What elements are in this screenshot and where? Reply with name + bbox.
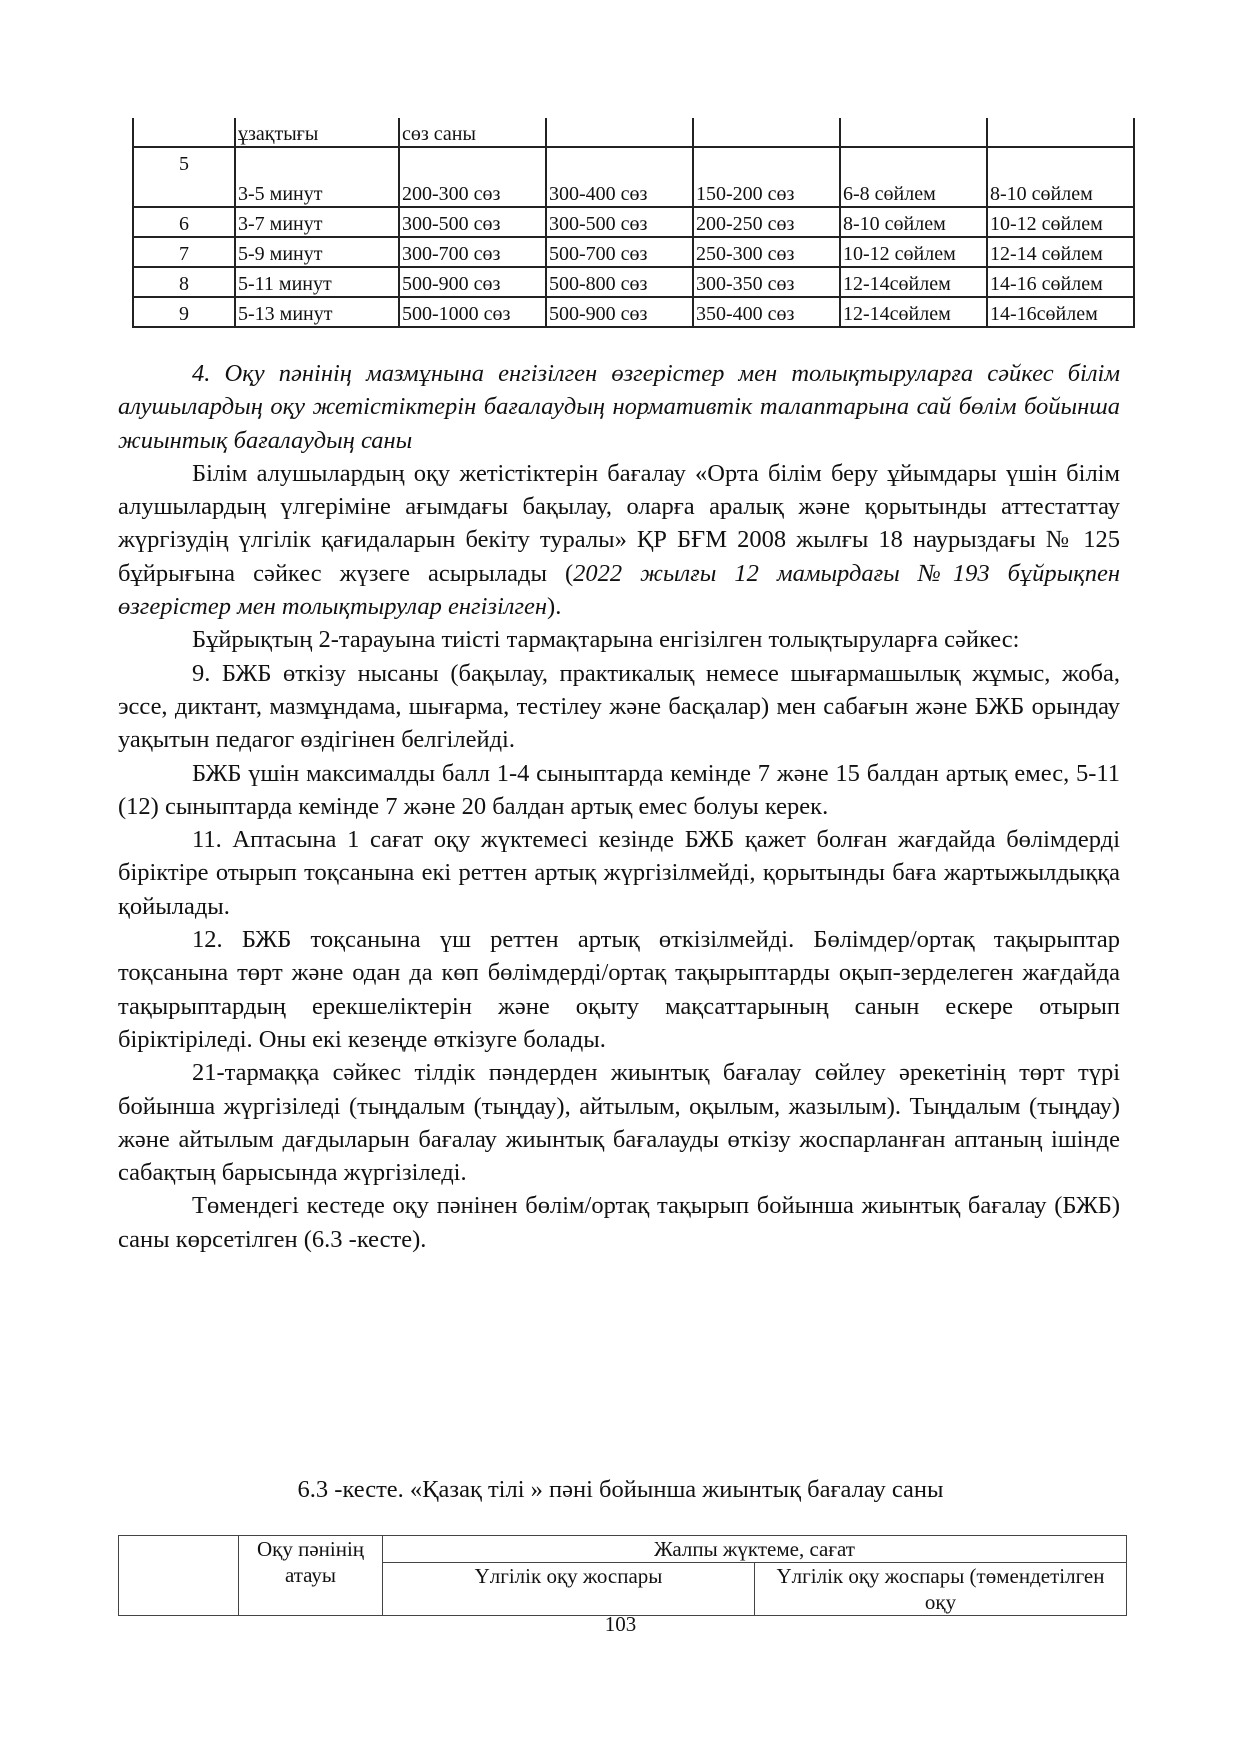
table-cell	[693, 118, 840, 147]
table-header-row	[119, 1536, 1127, 1563]
paragraph-text: ).	[547, 593, 562, 621]
table-cell: 500-900 сөз	[546, 297, 693, 327]
table-cell: 350-400 сөз	[693, 297, 840, 327]
table-cell-empty	[119, 1536, 239, 1616]
table-cell: 200-250 сөз	[693, 207, 840, 237]
table-cell: сөз саны	[399, 118, 546, 147]
body-text	[118, 357, 1120, 1256]
table-cell	[987, 118, 1134, 147]
table-row	[133, 267, 1134, 297]
table-cell: 150-200 сөз	[693, 147, 840, 207]
table-cell: 500-800 сөз	[546, 267, 693, 297]
page-number: 103	[604, 1612, 637, 1636]
table-cell: ұзақтығы	[235, 118, 399, 147]
table-cell: 8-10 сөйлем	[987, 147, 1134, 207]
table-cell: 12-14сөйлем	[840, 267, 987, 297]
table-cell: 250-300 сөз	[693, 237, 840, 267]
table-row	[133, 207, 1134, 237]
grade-cell: 7	[133, 237, 235, 267]
table-cell: 5-13 минут	[235, 297, 399, 327]
paragraph-italic-text: 2022 жылғы 12 мамырдағы №193 бұйрықпен өзгерістер мен толықтырулар енгізілген	[118, 559, 1121, 621]
table-cell: 300-500 сөз	[399, 207, 546, 237]
table-row	[133, 147, 1134, 207]
table-cell: 300-500 сөз	[546, 207, 693, 237]
table-cell: 200-300 сөз	[399, 147, 546, 207]
paragraph: Бұйрықтың 2-тарауына тиісті тармақтарына енгізілген толықтыруларға сәйкес:	[192, 626, 1020, 654]
table-cell: 300-700 сөз	[399, 237, 546, 267]
table-cell: 6-8 сөйлем	[840, 147, 987, 207]
table-cell: 5-11 минут	[235, 267, 399, 297]
paragraph: 11. Аптасына 1 сағат оқу жүктемесі кезінде БЖБ қажет болған жағдайда бөлімдерді біріктіре отырып тоқсанына екі реттен артық жүргізілмейді, қорытынды баға жартыжылдыққа қойылады.	[118, 826, 1120, 920]
table-cell: 12-14 сөйлем	[987, 237, 1134, 267]
grade-cell: 5	[133, 147, 235, 207]
reduced-plan-header: Үлгілік оқу жоспары (төмендетілген оқу	[755, 1563, 1127, 1616]
table-cell: 300-350 сөз	[693, 267, 840, 297]
table-cell	[546, 118, 693, 147]
paragraph: БЖБ үшін максималды балл 1-4 сыныптарда кемінде 7 және 15 балдан артық емес, 5-11 (12) сыныптарда кемінде 7 және 20 балдан артық емес болуы керек.	[118, 759, 1120, 820]
table-cell: 8-10 сөйлем	[840, 207, 987, 237]
grade-cell: 9	[133, 297, 235, 327]
table-cell: 14-16сөйлем	[987, 297, 1134, 327]
table-cell: 5-9 минут	[235, 237, 399, 267]
table-cell	[133, 118, 235, 147]
table-cell: 14-16 сөйлем	[987, 267, 1134, 297]
grade-cell: 8	[133, 267, 235, 297]
paragraph	[118, 457, 1120, 623]
grade-cell: 6	[133, 207, 235, 237]
paragraph: 9. БЖБ өткізу нысаны (бақылау, практикалық немесе шығармашылық жұмыс, жоба, эссе, диктант, мазмұндама, шығарма, тестілеу және басқалар) мен сабағын және БЖБ орындау уақытын педагог өздігінен белгілейді.	[118, 659, 1120, 754]
table-cell: 500-900 сөз	[399, 267, 546, 297]
paragraph: 21-тармаққа сәйкес тілдік пәндерден жиынтық бағалау сөйлеу әрекетінің төрт түрі бойынша жүргізіледі (тыңдалым (тыңдау), айтылым, оқылым, жазылым). Тыңдалым (тыңдау) және айтылым дағдыларын бағалау жиынтық бағалауды өткізу жоспарланған аптаның ішінде сабақтың барысында жүргізіледі.	[118, 1059, 1120, 1187]
table-cell: 10-12 сөйлем	[840, 237, 987, 267]
table-cell: 10-12 сөйлем	[987, 207, 1134, 237]
paragraph: Төмендегі кестеде оқу пәнінен бөлім/ортақ тақырып бойынша жиынтық бағалау (БЖБ) саны көрсетілген (6.3 -кесте).	[118, 1192, 1120, 1253]
table-cell: 300-400 сөз	[546, 147, 693, 207]
table-cell	[840, 118, 987, 147]
table-header-row	[133, 118, 1134, 147]
table-cell: 12-14сөйлем	[840, 297, 987, 327]
paragraph-text: Білім алушылардың оқу жетістіктерін бағалау «Орта білім беру ұйымдары үшін білім алушылардың үлгеріміне ағымдағы бақылау, оларға аралық және қорытынды аттестаттау жүргізудің үлгілік қағидаларын бекіту туралы» ҚР БҒМ 2008 жылғы 18 наурыздағы № 125 бұйрығына сәйкес жүзеге асырылады (	[118, 459, 1120, 587]
word-count-table	[132, 118, 1135, 328]
section-heading: 4. Оқу пәнінің мазмұнына енгізілген өзгерістер мен толықтыруларға сәйкес білім алушылардың оқу жетістіктерін бағалаудың нормативтік талаптарына сай бөлім бойынша жиынтық бағалаудың саны	[118, 360, 1120, 454]
paragraph: 12. БЖБ тоқсанына үш реттен артық өткізілмейді. Бөлімдер/ортақ тақырыптар тоқсанына төрт және одан да көп бөлімдерді/ортақ тақырыптарды оқып-зерделеген жағдайда тақырыптардың ерекшеліктерін және оқыту мақсаттарының санын ескере отырып біріктіріледі. Оны екі кезеңде өткізуге болады.	[118, 926, 1120, 1053]
total-load-header: Жалпы жүктеме, сағат	[383, 1536, 1127, 1563]
table-cell: 500-1000 сөз	[399, 297, 546, 327]
assessment-count-table	[118, 1535, 1127, 1616]
table-cell: 3-7 минут	[235, 207, 399, 237]
table-cell: 3-5 минут	[235, 147, 399, 207]
subject-name-header: Оқу пәнінің атауы	[239, 1536, 383, 1616]
table-row	[133, 297, 1134, 327]
table-caption: 6.3 -кесте. «Қазақ тілі » пәні бойынша жиынтық бағалау саны	[297, 1476, 944, 1503]
table-row	[133, 237, 1134, 267]
table-cell: 500-700 сөз	[546, 237, 693, 267]
standard-plan-header: Үлгілік оқу жоспары	[383, 1563, 755, 1616]
